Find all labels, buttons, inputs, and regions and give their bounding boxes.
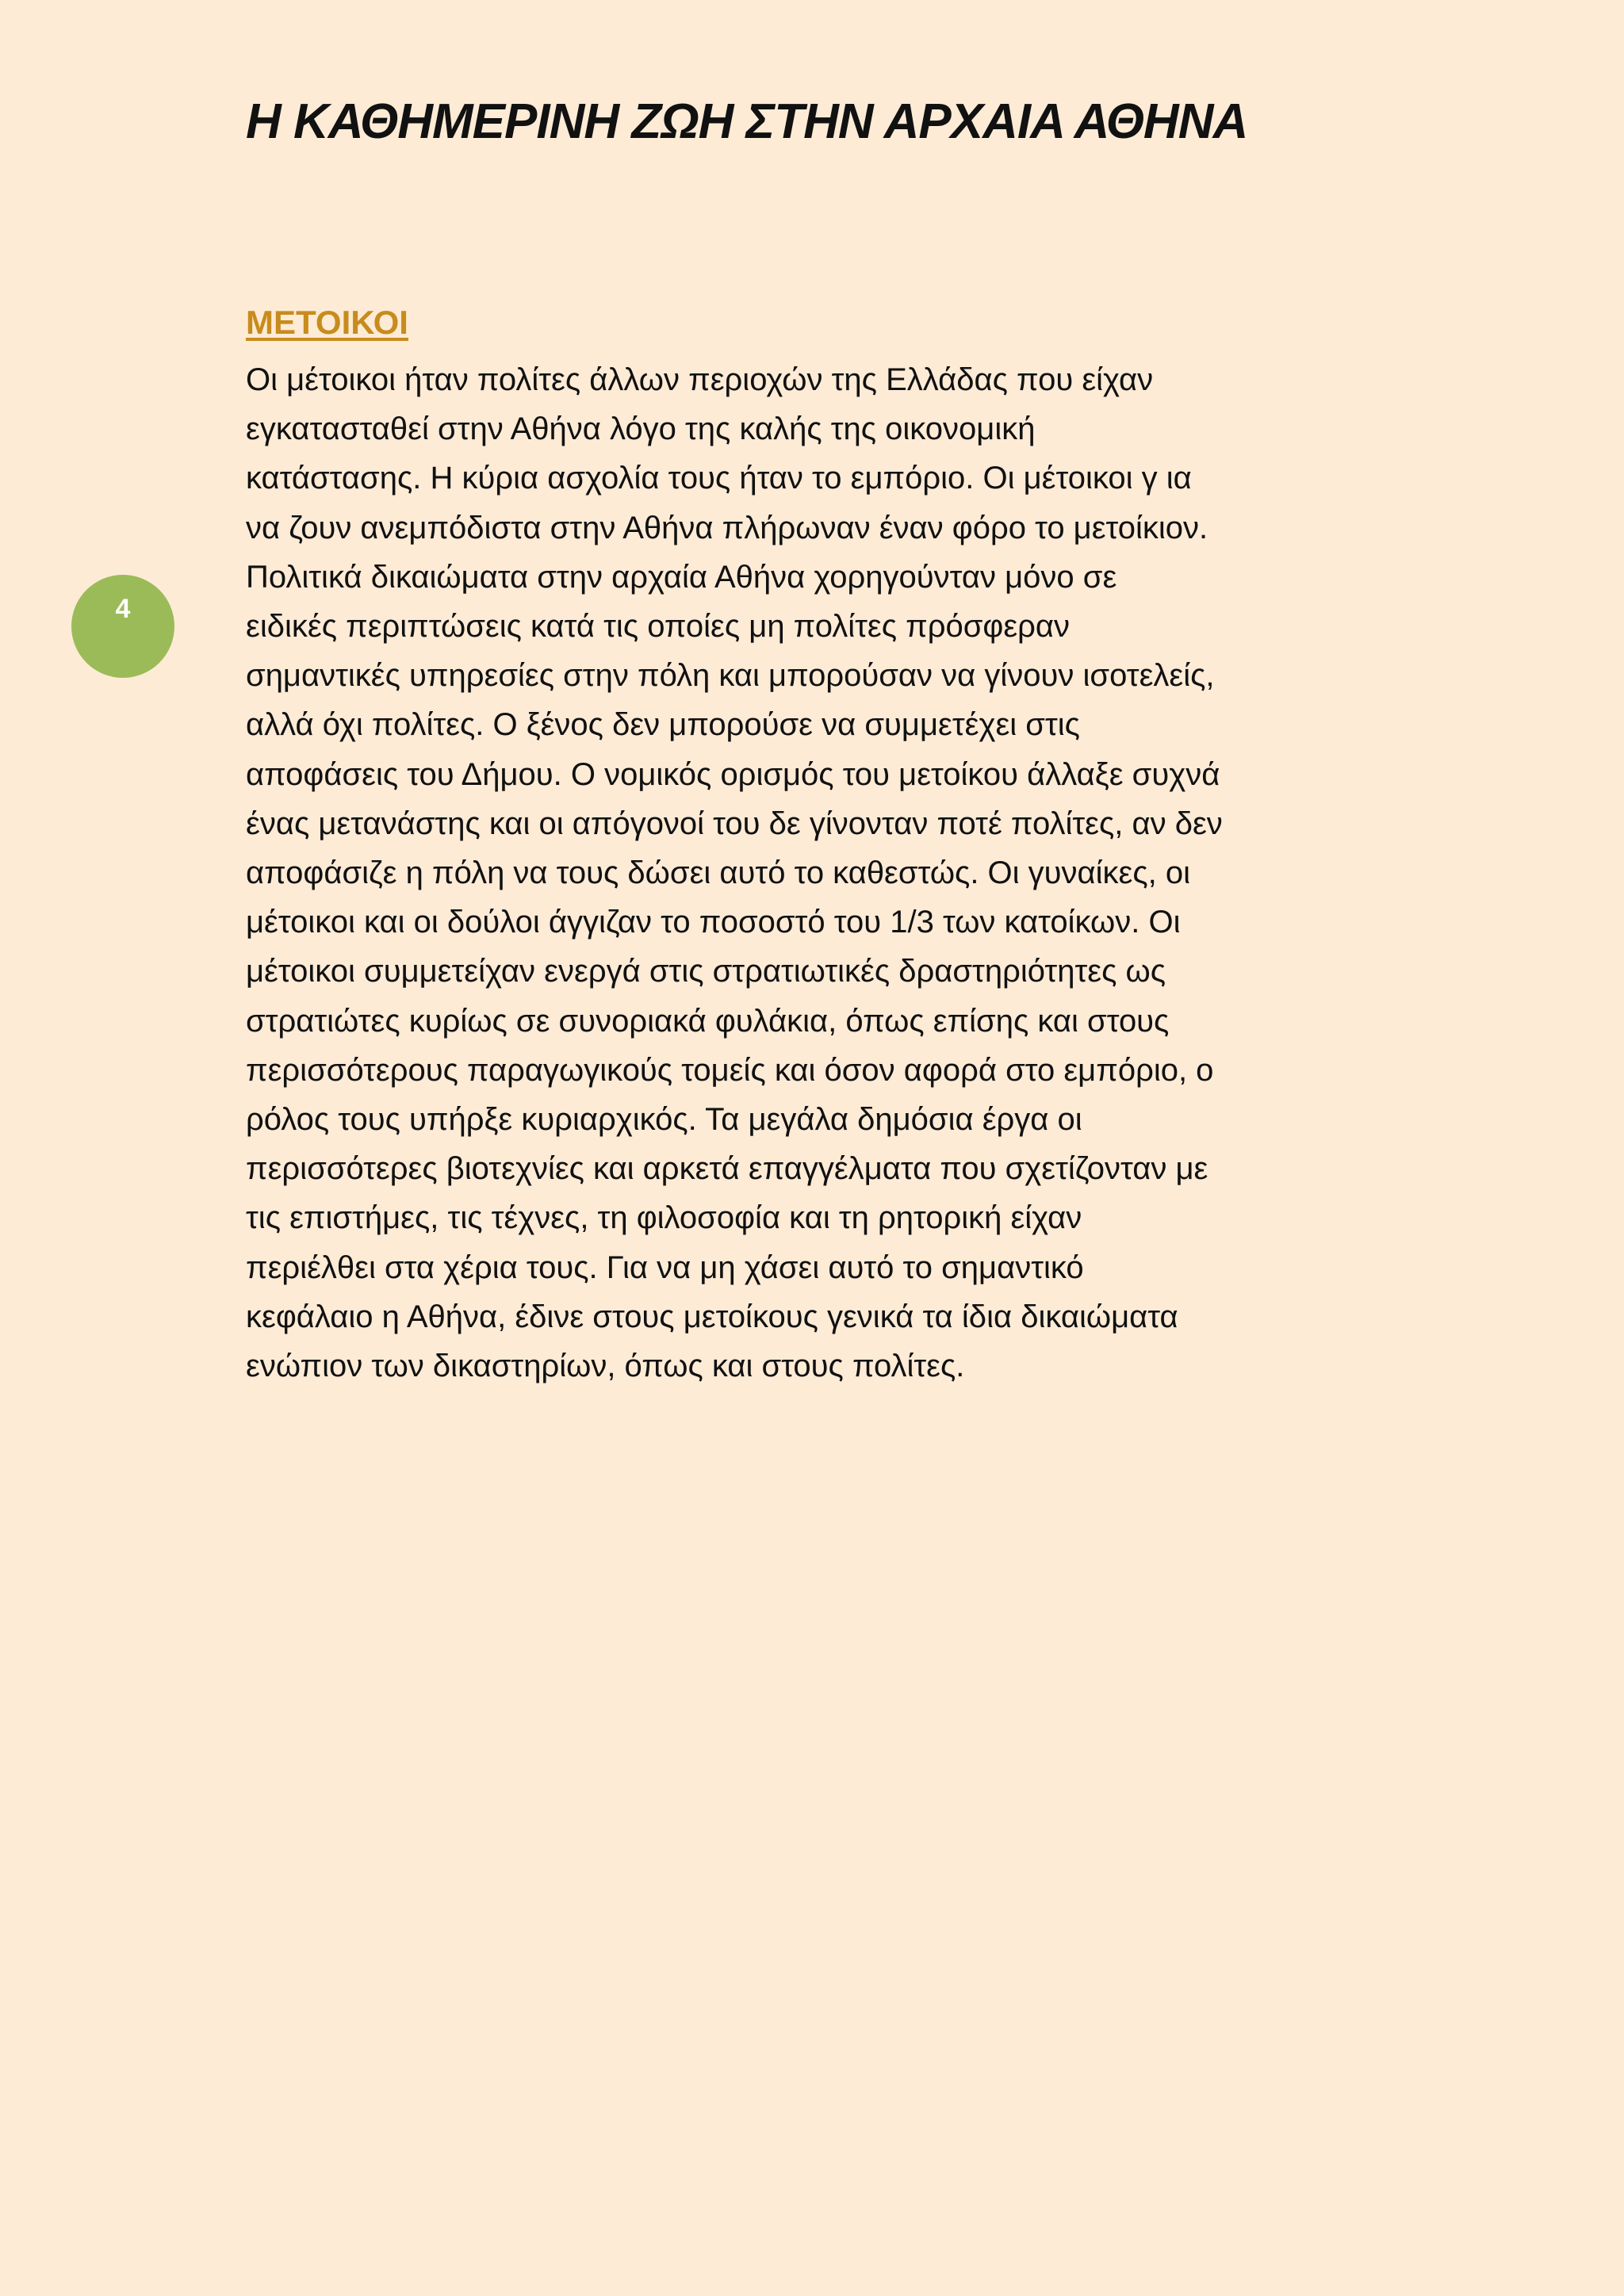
body-line: αποφάσιζε η πόλη να τους δώσει αυτό το καθεστώς. Οι γυναίκες, οι	[246, 855, 1191, 891]
body-line: ένας μετανάστης και οι απόγονοί του δε γίνονταν ποτέ πολίτες, αν δεν	[246, 806, 1223, 841]
body-line: μέτοικοι και οι δούλοι άγγιζαν το ποσοστό του 1/3 των κατοίκων. Οι	[246, 905, 1181, 940]
body-line: περισσότερους παραγωγικούς τομείς και όσον αφορά στο εμπόριο, ο	[246, 1052, 1214, 1088]
body-line: τις επιστήμες, τις τέχνες, τη φιλοσοφία και τη ρητορική είχαν	[246, 1200, 1082, 1236]
body-line: να ζουν ανεμπόδιστα στην Αθήνα πλήρωναν έναν φόρο το μετοίκιον.	[246, 510, 1208, 545]
body-line: σημαντικές υπηρεσίες στην πόλη και μπορούσαν να γίνουν ισοτελείς,	[246, 658, 1215, 694]
body-line: κεφάλαιο η Αθήνα, έδινε στους μετοίκους γενικά τα ίδια δικαιώματα	[246, 1299, 1178, 1334]
body-line: ρόλος τους υπήρξε κυριαρχικός. Τα μεγάλα δημόσια έργα οι	[246, 1102, 1082, 1138]
body-line: αποφάσεις του Δήμου. Ο νομικός ορισμός του μετοίκου άλλαξε συχνά	[246, 756, 1220, 792]
body-paragraph	[246, 355, 1388, 1391]
body-line: αλλά όχι πολίτες. Ο ξένος δεν μπορούσε να συμμετέχει στις	[246, 707, 1080, 743]
body-line: περισσότερες βιοτεχνίες και αρκετά επαγγέλματα που σχετίζονταν με	[246, 1151, 1208, 1187]
body-line: ειδικές περιπτώσεις κατά τις οποίες μη πολίτες πρόσφεραν	[246, 609, 1071, 645]
body-line: Οι μέτοικοι ήταν πολίτες άλλων περιοχών της Ελλάδας που είχαν	[246, 362, 1154, 397]
body-line: ενώπιον των δικαστηρίων, όπως και στους πολίτες.	[246, 1349, 965, 1384]
page-number: 4	[115, 594, 131, 624]
page-number-badge	[71, 575, 174, 678]
body-line: κατάστασης. Η κύρια ασχολία τους ήταν το εμπόριο. Οι μέτοικοι γ ια	[246, 461, 1192, 496]
body-line: εγκατασταθεί στην Αθήνα λόγο της καλής της οικονομική	[246, 411, 1036, 447]
body-line: στρατιώτες κυρίως σε συνοριακά φυλάκια, όπως επίσης και στους	[246, 1003, 1170, 1039]
section-heading: ΜΕΤΟΙΚΟΙ	[246, 304, 408, 341]
body-line: μέτοικοι συμμετείχαν ενεργά στις στρατιωτικές δραστηριότητες ως	[246, 954, 1166, 989]
body-line: περιέλθει στα χέρια τους. Για να μη χάσει αυτό το σημαντικό	[246, 1249, 1084, 1285]
page-title: Η ΚΑΘΗΜΕΡΙΝΗ ΖΩΗ ΣΤΗΝ ΑΡΧΑΙΑ ΑΘΗΝΑ	[246, 94, 1248, 149]
body-line: Πολιτικά δικαιώματα στην αρχαία Αθήνα χορηγούνταν μόνο σε	[246, 559, 1117, 595]
